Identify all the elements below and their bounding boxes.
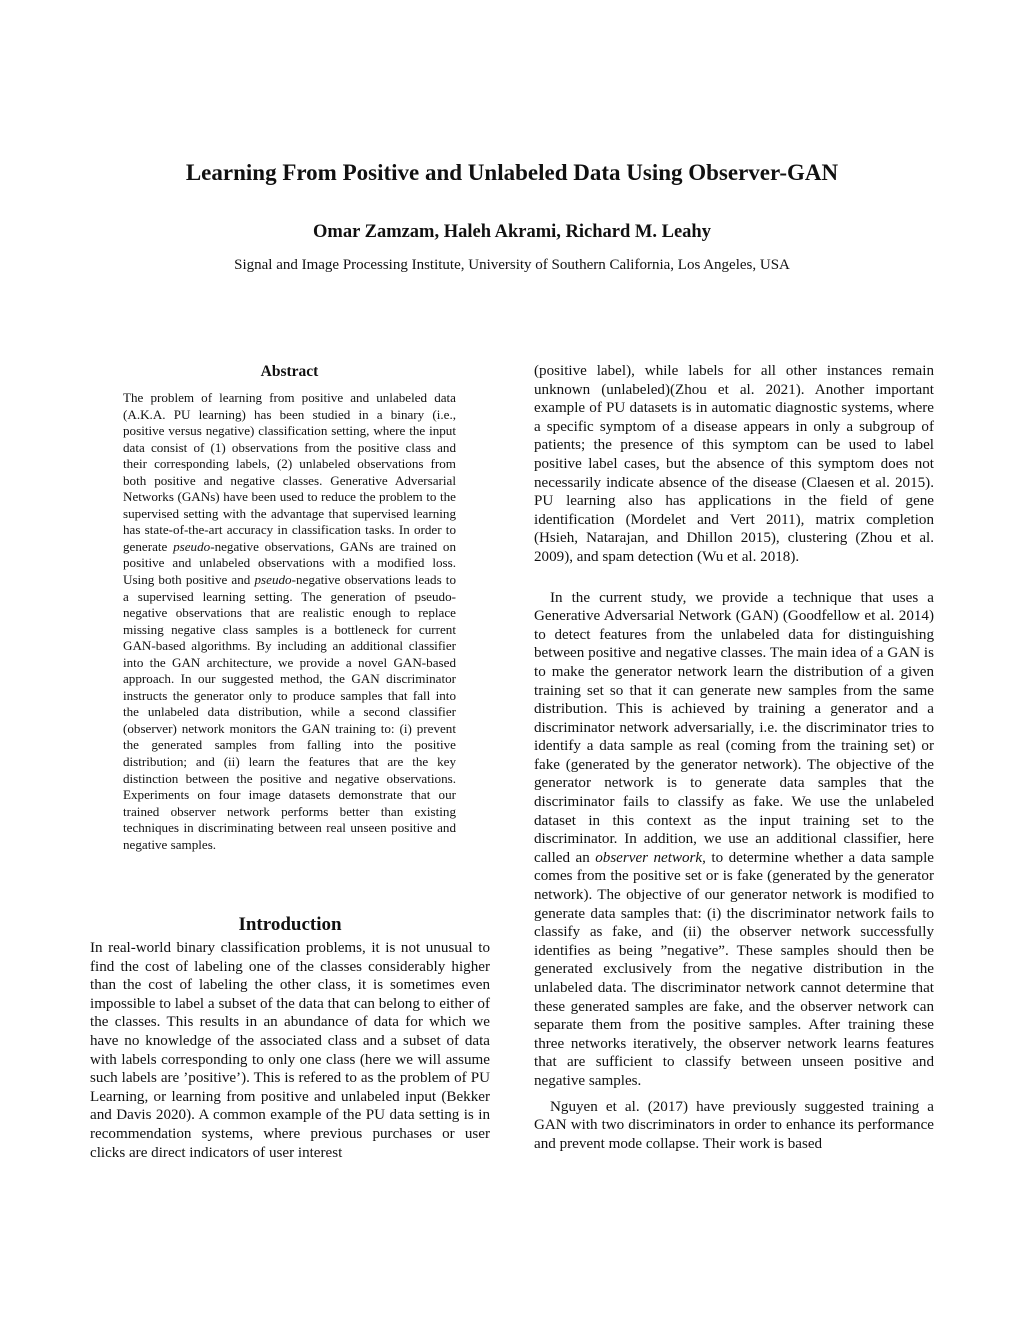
abstract-text-part-3: -negative observations leads to a supervised learning setting. The generation of pseudo-negative observations that are realistic enough to replace missing negative class samples is a bottleneck for current GAN-based algorithms. By including an additional classifier into the GAN architecture, we provide a novel GAN-based approach. In our suggested method, the GAN discriminator instructs the generator only to produce samples that fall into the unlabeled data distribution, while a second classifier (observer) network monitors the GAN training to: (i) prevent the generated samples from falling into the positive distribution; and (ii) learn the features that are the key distinction between the positive and negative observations. Experiments on four image datasets demonstrate that our trained observer network performs better than existing techniques in discriminating between real unseen positive and negative samples.: [123, 572, 456, 852]
abstract-section: [123, 362, 456, 853]
abstract-emphasis-2: pseudo: [254, 572, 292, 588]
body-paragraph-related-work: Nguyen et al. (2017) have previously suggested training a GAN with two discriminators in order to enhance its performance and prevent mode collapse. Their work is based: [534, 1098, 934, 1152]
left-column: [90, 362, 490, 1161]
abstract-heading: Abstract: [260, 363, 319, 380]
current-study-text-part-2: , to determine whether a data sample comes from the positive set or is fake (generated by the generator network). The objective of our generator network is modified to generate data samples that: (i) the discriminator network fails to classify as fake, and (ii) the observer network successfully identifies as being ”negative”. These samples should then be generated exclusively from the negative distribution in the unlabeled data. The discriminator network cannot determine that these generated samples are fake, and the observer network can separate them from the positive samples. After training these three networks iteratively, the observer network learns features that are sufficient to classify between unseen positive and negative samples.: [534, 849, 935, 1089]
author-list: Omar Zamzam, Haleh Akrami, Richard M. Leahy: [313, 222, 711, 242]
introduction-paragraph: In real-world binary classification problems, it is not unusual to find the cost of labeling one of the classes considerably higher than the cost of labeling the other class, it is sometimes even impossible to label a subset of the data that can belong to either of the classes. This results in an abundance of data for which we have no knowledge of the associated class and a subset of data with labels corresponding to only one class (here we will assume such labels are ’positive’). This is refered to as the problem of PU Learning, or learning from positive and unlabeled input (Bekker and Davis 2020). A common example of the PU data setting is in recommendation systems, where previous purchases or user clicks are direct indicators of user interest: [90, 940, 490, 1161]
abstract-text-part-2: -negative observations, GANs are trained on positive and unlabeled observations with a modified loss. Using both positive and: [123, 538, 456, 588]
current-study-text-part-1: In the current study, we provide a technique that uses a Generative Adversarial Network (GAN) (Goodfellow et al. 2014) to detect features from the unlabeled data for distinguishing between positive and negative classes. The main idea of a GAN is to make the generator network learn the distribution of a given training set so that it can generate new samples from the same distribution. This is achieved by training a generator and a discriminator network adversarially, i.e. the discriminator tries to identify a data sample as real (coming from the training set) or fake (generated by the generator network). The objective of the generator network is to generate data samples that the discriminator fails to classify as fake. We use the unlabeled dataset in this context as the input training set to the discriminator. In addition, we use an additional classifier, here called an: [534, 589, 934, 866]
paper-title: Learning From Positive and Unlabeled Data Using Observer-GAN: [185, 160, 839, 185]
abstract-text: [123, 390, 456, 853]
abstract-text-part-1: The problem of learning from positive and unlabeled data (A.K.A. PU learning) has been studied in a binary (i.e., positive versus negative) classification setting, where the input data consist of (1) observations from the positive class and their corresponding labels, (2) unlabeled observations from both positive and negative classes. Generative Adversarial Networks (GANs) have been used to reduce the problem to the supervised setting with the advantage that supervised learning has state-of-the-art accuracy in classification tasks. In order to generate: [123, 390, 456, 554]
observer-network-emphasis: observer network: [595, 849, 703, 866]
body-paragraph-current-study: [534, 589, 934, 1091]
introduction-heading: Introduction: [238, 914, 342, 935]
affiliation: Signal and Image Processing Institute, University of Southern California, Los Angeles, USA: [234, 257, 790, 273]
abstract-emphasis-1: pseudo: [173, 538, 211, 554]
right-column: [534, 362, 934, 1153]
body-paragraph-continued: (positive label), while labels for all other instances remain unknown (unlabeled)(Zhou et al. 2021). Another important example of PU datasets is in automatic diagnostic systems, where a specific symptom of a disease appears in only a subgroup of patients; the presence of this symptom can be used to label positive label cases, but the absence of this symptom does not necessarily indicate absence of the disease (Claesen et al. 2015). PU learning also has applications in the field of gene identification (Mordelet and Vert 2011), matrix completion (Hsieh, Natarajan, and Dhillon 2015), clustering (Zhou et al. 2009), and spam detection (Wu et al. 2018).: [534, 363, 934, 565]
